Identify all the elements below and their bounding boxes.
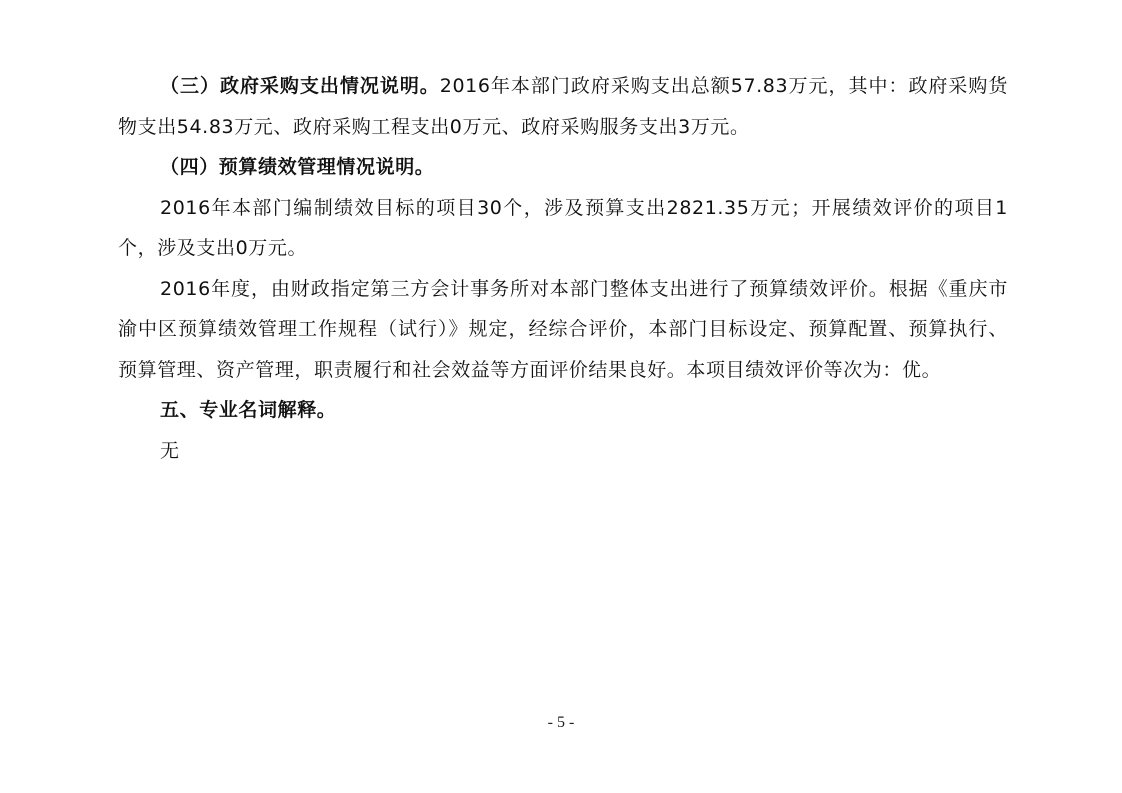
performance-paragraph-2: 2016年度，由财政指定第三方会计事务所对本部门整体支出进行了预算绩效评价。根据《重庆市渝中区预算绩效管理工作规程（试行）》规定，经综合评价，本部门目标设定、预算配置、预算执行、预算管理、资产管理，职责履行和社会效益等方面评价结果良好。本项目绩效评价等次为：优。: [118, 277, 1008, 381]
page-content: [118, 66, 1008, 471]
page-number: - 5 -: [547, 714, 575, 731]
performance-paragraph-1: 2016年本部门编制绩效目标的项目30个，涉及预算支出2821.35万元；开展绩效评价的项目1个，涉及支出0万元。: [118, 196, 1008, 259]
performance-heading: （四）预算绩效管理情况说明。: [160, 156, 435, 178]
procurement-paragraph: [118, 66, 1008, 147]
glossary-heading: 五、专业名词解释。: [160, 399, 337, 421]
procurement-body: 2016年本部门政府采购支出总额57.83万元，其中：政府采购货物支出54.83万元、政府采购工程支出0万元、政府采购服务支出3万元。: [118, 75, 1008, 138]
glossary-body: 无: [160, 439, 180, 462]
procurement-heading: （三）政府采购支出情况说明。: [160, 75, 440, 97]
